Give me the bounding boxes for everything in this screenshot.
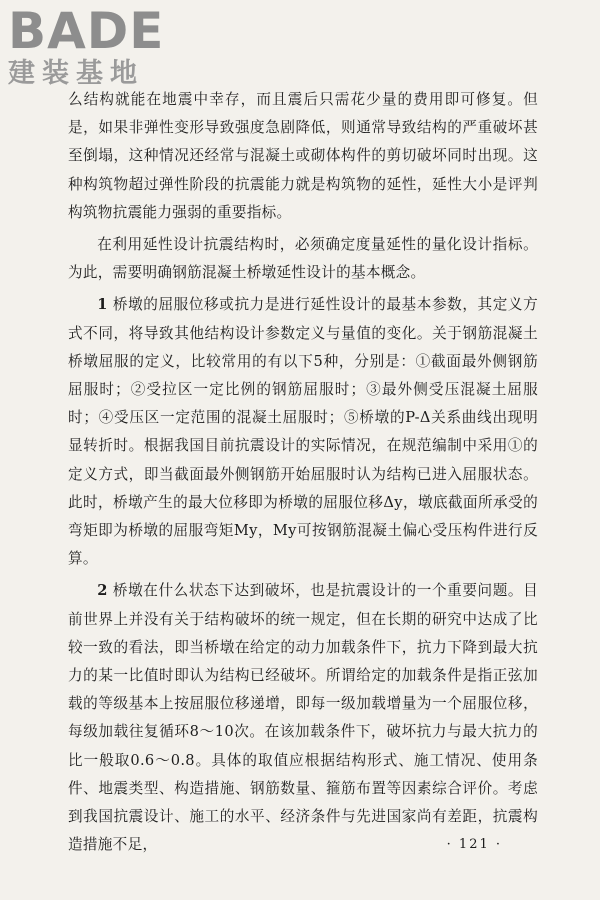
item-number: 1 xyxy=(97,296,108,314)
paragraph-item-2 xyxy=(68,577,538,859)
paragraph-text: 桥墩在什么状态下达到破坏，也是抗震设计的一个重要问题。目前世界上并没有关于结构破坏的统一规定，但在长期的研究中达成了比较一致的看法，即当桥墩在给定的动力加载条件下，抗力下降到最大抗力的某一比值时即认为结构已经破坏。所谓给定的加载条件是指正弦加载的等级基本上按屈服位移递增，即每一级加载增量为一个屈服位移，每级加载往复循环8～10次。在该加载条件下，破坏抗力与最大抗力的比一般取0.6～0.8。具体的取值应根据结构形式、施工情况、使用条件、地震类型、构造措施、钢筋数量、箍筋布置等因素综合评价。考虑到我国抗震设计、施工的水平、经济条件与先进国家尚有差距，抗震构造措施不足， xyxy=(68,582,538,854)
item-number: 2 xyxy=(97,582,108,600)
logo xyxy=(8,2,178,90)
paragraph-ductility-intro xyxy=(68,231,538,287)
paragraph-text: 在利用延性设计抗震结构时，必须确定度量延性的量化设计指标。为此，需要明确钢筋混凝土桥墩延性设计的基本概念。 xyxy=(68,236,538,282)
paragraph-continuation xyxy=(68,86,538,227)
paragraph-text: 么结构就能在地震中幸存，而且震后只需花少量的费用即可修复。但是，如果非弹性变形导致强度急剧降低，则通常导致结构的严重破坏甚至倒塌，这种情况还经常与混凝土或砌体构件的剪切破坏同时出现。这种构筑物超过弹性阶段的抗震能力就是构筑物的延性，延性大小是评判构筑物抗震能力强弱的重要指标。 xyxy=(68,91,538,221)
paragraph-item-1 xyxy=(68,291,538,573)
page-body xyxy=(68,86,538,863)
logo-subtitle: 建装基地 xyxy=(8,58,144,89)
page-number: · 121 · xyxy=(446,837,502,852)
logo-brand: BADE xyxy=(8,2,165,60)
paragraph-text: 桥墩的屈服位移或抗力是进行延性设计的最基本参数，其定义方式不同，将导致其他结构设计参数定义与量值的变化。关于钢筋混凝土桥墩屈服的定义，比较常用的有以下5种，分别是：①截面最外侧钢筋屈服时；②受拉区一定比例的钢筋屈服时；③最外侧受压混凝土屈服时；④受压区一定范围的混凝土屈服时；⑤桥墩的P-Δ关系曲线出现明显转折时。根据我国目前抗震设计的实际情况，在规范编制中采用①的定义方式，即当截面最外侧钢筋开始屈服时认为结构已进入屈服状态。此时，桥墩产生的最大位移即为桥墩的屈服位移Δy，墩底截面所承受的弯矩即为桥墩的屈服弯矩My，My可按钢筋混凝土偏心受压构件进行反算。 xyxy=(68,296,538,568)
